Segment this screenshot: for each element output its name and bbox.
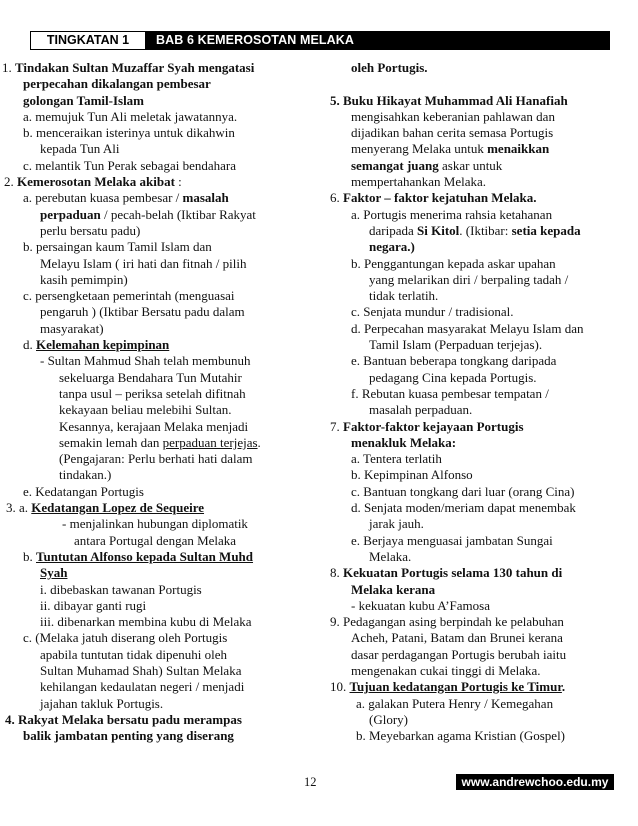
list-item: b. Penggantungan kepada askar upahan: [351, 255, 556, 271]
list-item: a. memujuk Tun Ali meletak jawatannya.: [23, 108, 238, 124]
spacer: [330, 76, 630, 92]
right-column: [330, 60, 630, 744]
section-4-title: 4. Rakyat Melaka bersatu padu merampas: [5, 711, 242, 727]
sub-item-cont: sekeluarga Bendahara Tun Mutahir: [59, 369, 242, 385]
list-item-cont: apabila tuntutan tidak dipenuhi oleh: [40, 646, 228, 662]
list-item: b. menceraikan isterinya untuk dikahwin: [23, 125, 235, 141]
paragraph-line: menyerang Melaka untuk menaikkan: [351, 141, 550, 157]
list-item: e. Bantuan beberapa tongkang daripada: [351, 353, 557, 369]
list-item-cont: perpaduan / pecah-belah (Iktibar Rakyat: [40, 206, 256, 222]
section-4-title-line: balik jambatan penting yang diserang: [23, 728, 234, 744]
list-item-cont: Syah: [40, 565, 68, 581]
list-item: c. melantik Tun Perak sebagai bendahara: [23, 157, 236, 173]
list-item: e. Kedatangan Portugis: [23, 483, 144, 499]
sub-item: i. dibebaskan tawanan Portugis: [40, 581, 202, 597]
list-item-cont: perlu bersatu padu): [40, 222, 141, 238]
list-item: b. Meyebarkan agama Kristian (Gospel): [356, 728, 566, 744]
section-6-title: 6. Faktor – faktor kejatuhan Melaka.: [330, 190, 537, 206]
paragraph-line: dijadikan bahan cerita semasa Portugis: [351, 125, 554, 141]
sub-item-cont: tanpa usul – periksa setelah difitnah: [59, 385, 246, 401]
section-8-title-line: Melaka kerana: [351, 581, 436, 597]
list-item: a. Portugis menerima rahsia ketahanan: [351, 206, 553, 222]
list-item: c. (Melaka jatuh diserang oleh Portugis: [23, 630, 228, 646]
list-item-cont: Sultan Muhamad Shah) Sultan Melaka: [40, 662, 242, 678]
sub-item: iii. dibenarkan membina kubu di Melaka: [40, 614, 252, 630]
list-item: d. Perpecahan masyarakat Melayu Islam dan: [351, 320, 584, 336]
paragraph-line: dasar perdagangan Portugis berubah iaitu: [351, 646, 567, 662]
list-item: - kekuatan kubu A’Famosa: [351, 597, 491, 613]
list-item-cont: masalah perpaduan.: [369, 402, 473, 418]
list-item: b. Kepimpinan Alfonso: [351, 467, 473, 483]
section-7-title-line: menakluk Melaka:: [351, 434, 457, 450]
list-item: c. Senjata mundur / tradisional.: [351, 304, 514, 320]
list-item-cont: masyarakat): [40, 320, 104, 336]
sub-item-cont: antara Portugal dengan Melaka: [74, 532, 237, 548]
section-1-title-line: perpecahan dikalangan pembesar: [23, 76, 211, 92]
section-4-cont: oleh Portugis.: [351, 60, 428, 75]
paragraph-line: semangat juang askar untuk: [351, 157, 503, 173]
list-item-cont: kasih pemimpin): [40, 271, 128, 287]
list-item-cont: Melayu Islam ( iri hati dan fitnah / pilih: [40, 255, 247, 271]
list-item-cont: Tamil Islam (Perpaduan terjejas).: [369, 337, 543, 353]
sub-item: - menjalinkan hubungan diplomatik: [62, 516, 248, 532]
list-item: e. Berjaya menguasai jambatan Sungai: [351, 532, 553, 548]
list-item-cont: yang melarikan diri / berpaling tadah /: [369, 271, 569, 287]
paragraph-line: mengenakan cukai tinggi di Melaka.: [351, 662, 541, 678]
list-item: d. Senjata moden/meriam dapat menembak: [351, 500, 576, 516]
list-item-cont: (Glory): [369, 711, 408, 727]
section-10-title: 10. Tujuan kedatangan Portugis ke Timur.: [330, 679, 566, 695]
list-item-cont: daripada Si Kitol. (Iktibar: setia kepada: [369, 222, 581, 238]
list-item: b. Tuntutan Alfonso kepada Sultan Muhd: [23, 548, 254, 564]
sub-item-cont: Kesannya, kerajaan Melaka menjadi: [59, 418, 249, 434]
section-3-title: 3. a. Kedatangan Lopez de Sequeire: [6, 500, 205, 516]
list-item-cont: tidak terlatih.: [369, 288, 439, 304]
page-header: [30, 31, 610, 50]
sub-item: ii. dibayar ganti rugi: [40, 597, 147, 613]
section-9-title: 9. Pedagangan asing berpindah ke pelabuhan: [330, 614, 564, 630]
list-item-cont: pedagang Cina kepada Portugis.: [369, 369, 537, 385]
list-item: d. Kelemahan kepimpinan: [23, 337, 170, 353]
sub-item-cont: tindakan.): [59, 467, 112, 483]
list-item-cont: jajahan takluk Portugis.: [40, 695, 164, 711]
list-item: c. persengketaan pemerintah (menguasai: [23, 288, 235, 304]
section-5-title: 5. Buku Hikayat Muhammad Ali Hanafiah: [330, 92, 568, 108]
section-7-title: 7. Faktor-faktor kejayaan Portugis: [330, 418, 524, 434]
level-label: TINGKATAN 1: [31, 32, 146, 49]
list-item-cont: pengaruh ) (Iktibar Bersatu padu dalam: [40, 304, 245, 320]
chapter-title: BAB 6 KEMEROSOTAN MELAKA: [156, 33, 355, 47]
section-1-title-line: golongan Tamil-Islam: [23, 92, 145, 108]
paragraph-line: mempertahankan Melaka.: [351, 174, 486, 190]
section-2-title: 2. Kemerosotan Melaka akibat :: [4, 174, 182, 190]
list-item: c. Bantuan tongkang dari luar (orang Cina): [351, 483, 575, 499]
list-item-cont: kehilangan kedaulatan negeri / menjadi: [40, 679, 245, 695]
sub-item-cont: semakin lemah dan perpaduan terjejas.: [59, 434, 261, 450]
sub-item: - Sultan Mahmud Shah telah membunuh: [40, 353, 251, 369]
list-item-cont: negara.): [369, 239, 415, 255]
list-item: a. perebutan kuasa pembesar / masalah: [23, 190, 229, 206]
paragraph-line: mengisahkan keberanian pahlawan dan: [351, 108, 555, 124]
website-link[interactable]: www.andrewchoo.edu.my: [456, 774, 614, 790]
sub-item-cont: kekayaan beliau melebihi Sultan.: [59, 402, 232, 418]
sub-item-cont: (Pengajaran: Perlu berhati hati dalam: [59, 451, 253, 467]
list-item: f. Rebutan kuasa pembesar tempatan /: [351, 385, 549, 401]
list-item-cont: Melaka.: [369, 548, 412, 564]
list-item: a. galakan Putera Henry / Kemegahan: [356, 695, 554, 711]
section-1-title: 1. Tindakan Sultan Muzaffar Syah mengatasi: [2, 60, 255, 75]
list-item-cont: kepada Tun Ali: [40, 141, 120, 157]
page-number: 12: [304, 775, 317, 789]
left-column: [2, 60, 314, 744]
list-item: b. persaingan kaum Tamil Islam dan: [23, 239, 212, 255]
list-item-cont: jarak jauh.: [369, 516, 424, 532]
section-8-title: 8. Kekuatan Portugis selama 130 tahun di: [330, 565, 563, 581]
paragraph-line: Acheh, Patani, Batam dan Brunei kerana: [351, 630, 563, 646]
list-item: a. Tentera terlatih: [351, 451, 442, 467]
